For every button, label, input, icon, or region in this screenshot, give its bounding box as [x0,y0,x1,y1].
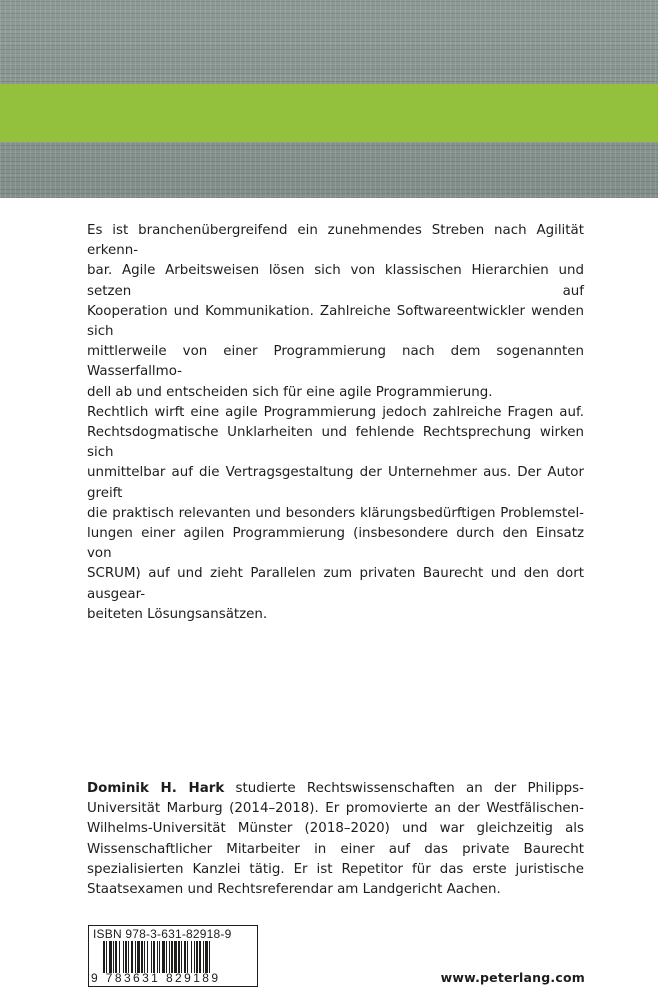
description-line: lungen einer agilen Programmierung (insbesondere durch den Einsatz von [87,526,584,562]
description-line: beiteten Lösungsansätzen. [87,606,268,622]
description-line: Kooperation und Kommunikation. Zahlreiche Softwareentwickler wenden sich [87,303,584,340]
isbn-barcode-box [88,925,258,987]
description-line: SCRUM) auf und zieht Parallelen zum privaten Baurecht und den dort ausgear- [87,566,584,602]
description-line: unmittelbar auf die Vertragsgestaltung der Unternehmer aus. Der Autor greift [87,465,584,501]
description-line: Es ist branchenübergreifend ein zunehmendes Streben nach Agilität erkenn- [87,223,584,259]
description-line: Rechtlich wirft eine agile Programmierung jedoch zahlreiche Fragen auf. [87,404,584,420]
description-line: die praktisch relevanten und besonders klärungsbedürftigen Problemstel- [87,505,584,521]
accent-band [0,84,658,142]
author-bio [87,779,584,900]
author-bio-text: studierte Rechtswissenschaften an der Philipps-Universität Marburg (2014–2018). Er promovierte an der Westfälischen-Wilhelms-Universität Münster (2018–2020) und war gleichzeitig als Wissenschaftlicher Mitarbeiter in einer auf das private Baurecht spezialisierten Kanzlei tätig. Er ist Repetitor für das erste juristische Staatsexamen und Rechtsreferendar am Landgericht Aachen. [87,781,584,898]
barcode-digits: 9 783631 829189 [91,971,221,985]
description-text [87,221,584,625]
barcode [103,941,253,973]
author-name: Dominik H. Hark [87,781,225,796]
description-line: dell ab und entscheiden sich für eine agile Programmierung. [87,384,493,400]
description-line: Rechtsdogmatische Unklarheiten und fehlende Rechtsprechung wirken sich [87,425,584,461]
description-line: bar. Agile Arbeitsweisen lösen sich von klassischen Hierarchien und setzen auf [87,263,584,299]
description-line: mittlerweile von einer Programmierung nach dem sogenannten Wasserfallmo- [87,344,584,380]
isbn-label: ISBN 978-3-631-82918-9 [93,927,232,941]
publisher-website: www.peterlang.com [440,970,585,985]
